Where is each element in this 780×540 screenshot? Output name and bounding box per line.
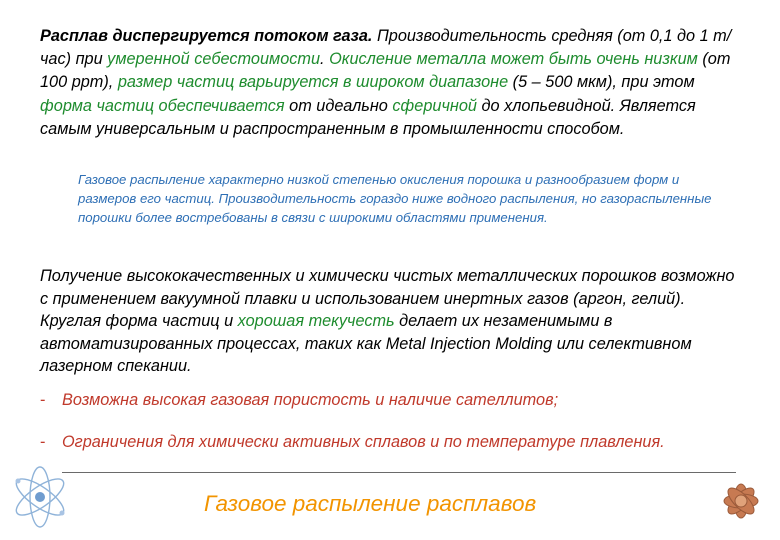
bullet-text: Возможна высокая газовая пористость и наличие сателлитов; (62, 391, 559, 409)
text-span: (от 100 ppm), (40, 50, 731, 92)
text-span: до хлопьевидной. Является самым универсальным и распространенным в промышленности способом. (40, 96, 696, 138)
highlight-particle-size: размер частиц варьируется в широком диапазоне (117, 73, 509, 92)
paragraph-gas-atomization-intro (40, 25, 740, 141)
note-gas-atomization-summary: Газовое распыление характерно низкой степенью окисления порошка и разнообразием форм и размеров его частиц. Производительность гораздо ниже водного распыления, но газораспыленные порошки более востребованы в связи с широкими областями применения. (78, 172, 712, 225)
footer-divider (62, 472, 736, 473)
highlight-particle-shape: форма частиц обеспечивается (40, 96, 285, 115)
lead-sentence: Расплав диспергируется потоком газа. (40, 27, 373, 45)
text-span: Производительность средняя (от 0,1 до 1 т/час) при (40, 27, 732, 69)
bullet-text: Ограничения для химически активных сплавов и по температуре плавления. (62, 433, 665, 451)
gear-flower-logo-icon (712, 472, 770, 530)
highlight-moderate-cost: умеренной себестоимости (107, 50, 321, 69)
text-span: делает их незаменимыми в автоматизированных процессах, таких как Metal Injection Molding или селективном лазерном спекании. (40, 312, 692, 376)
bullet-dash: - (40, 433, 46, 451)
atom-logo-icon (4, 455, 74, 535)
bullet-dash: - (40, 391, 46, 409)
paragraph-high-quality-powders (40, 265, 740, 378)
bullet-item-limitations (40, 431, 760, 453)
text-span: Получение высококачественных и химически чистых металлических порошков возможно с применением вакуумной плавки и использованием инертных газов (аргон, гелий). Круглая форма частиц и (40, 267, 735, 331)
text-span: от идеально (284, 96, 393, 115)
bullet-item-porosity (40, 389, 760, 411)
highlight-spherical: сферичной (392, 96, 477, 115)
highlight-good-flowability: хорошая текучесть (237, 312, 395, 331)
highlight-low-oxidation: Окисление металла может быть очень низким (329, 50, 698, 69)
footer-title: Газовое распыление расплавов (204, 491, 537, 516)
text-span: . (320, 50, 330, 69)
text-span: (5 – 500 мкм), при этом (508, 73, 695, 92)
